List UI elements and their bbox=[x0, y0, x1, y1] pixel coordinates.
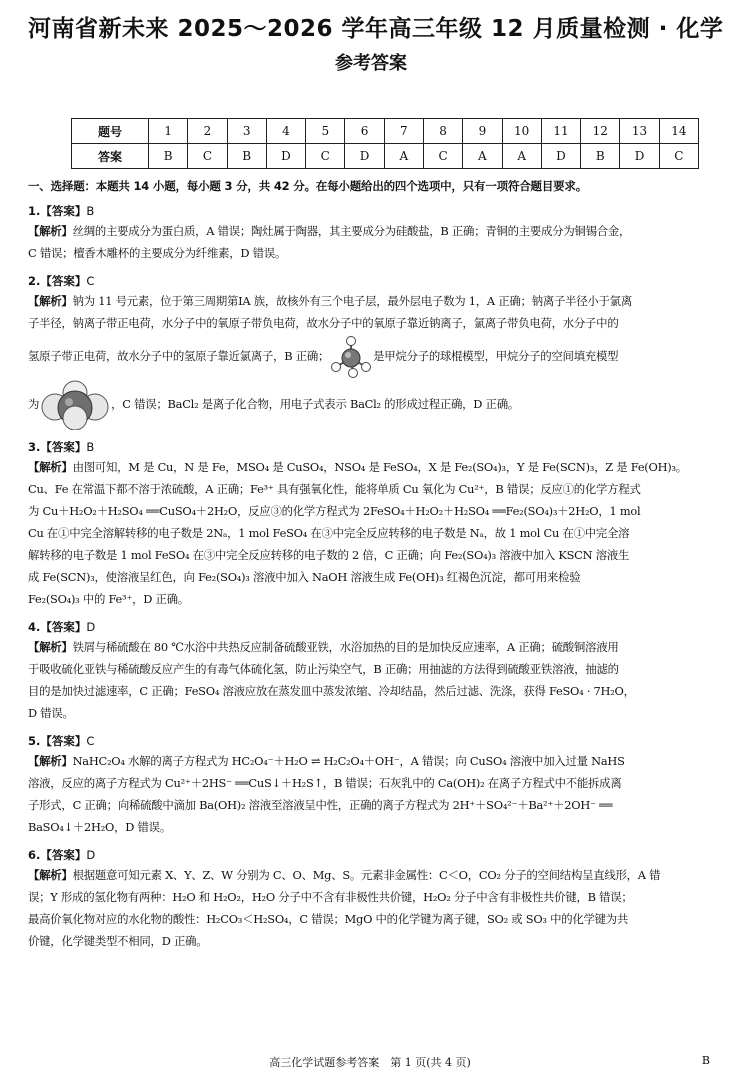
table-cell-number: 7 bbox=[384, 119, 423, 144]
question-answer: D bbox=[86, 620, 96, 634]
section-heading: 一、选择题：本题共 14 小题，每小题 3 分，共 42 分。在每小题给出的四个选项中，只有一项符合题目要求。 bbox=[28, 179, 588, 193]
page-title: 河南省新未来 2025～2026 学年高三年级 12 月质量检测 · 化学 bbox=[28, 16, 724, 42]
question-answer-header bbox=[28, 618, 714, 636]
analysis-tag: 【解析】 bbox=[28, 460, 73, 474]
question-answer: C bbox=[86, 274, 95, 288]
paper-version-code: B bbox=[701, 1054, 710, 1067]
analysis-tag: 【解析】 bbox=[28, 640, 73, 654]
analysis-tag: 【解析】 bbox=[28, 754, 73, 768]
answer-table bbox=[71, 118, 699, 169]
page-subtitle: 参考答案 bbox=[335, 53, 407, 74]
table-cell-answer: D bbox=[345, 144, 384, 169]
analysis-text: 钠为 11 号元素，位于第三周期第ⅠA 族，故核外有三个电子层，最外层电子数为 1，A 正确；钠离子半径小于氯离 bbox=[72, 294, 632, 308]
analysis-text: 是甲烷分子的球棍模型，甲烷分子的空间填充模型 bbox=[373, 349, 619, 363]
table-header-number: 题号 bbox=[72, 119, 149, 144]
analysis-tag: 【解析】 bbox=[28, 224, 73, 238]
table-header-answer: 答案 bbox=[72, 144, 149, 169]
analysis-tag: 【解析】 bbox=[28, 294, 73, 308]
analysis-text: BaSO₄↓＋2H₂O，D 错误。 bbox=[28, 820, 171, 834]
table-cell-number: 6 bbox=[345, 119, 384, 144]
analysis-text: 于吸收硫化亚铁与稀硫酸反应产生的有毒气体硫化氢，防止污染空气，B 正确；用抽滤的方法得到硫酸亚铁溶液，抽滤的 bbox=[28, 662, 619, 676]
analysis-text: 最高价氧化物对应的水化物的酸性：H₂CO₃＜H₂SO₄，C 错误；MgO 中的化学键为离子键，SO₂ 或 SO₃ 中的化学键为共 bbox=[28, 912, 629, 926]
table-cell-answer: A bbox=[502, 144, 541, 169]
question-answer-header bbox=[28, 438, 714, 456]
analysis-text: 子形式，C 正确；向稀硫酸中滴加 Ba(OH)₂ 溶液至溶液呈中性，正确的离子方程式为 2H⁺＋SO₄²⁻＋Ba²⁺＋2OH⁻ ══ bbox=[28, 798, 613, 812]
analysis-text: 目的是加快过滤速率，C 正确；FeSO₄ 溶液应放在蒸发皿中蒸发浓缩、冷却结晶，然后过滤、洗涤，获得 FeSO₄ · 7H₂O， bbox=[28, 684, 635, 698]
question-answer-header bbox=[28, 202, 714, 220]
answer-tag: 【答案】 bbox=[40, 440, 87, 454]
table-cell-number: 5 bbox=[306, 119, 345, 144]
question-number: 4. bbox=[28, 620, 41, 634]
table-cell-answer: B bbox=[227, 144, 266, 169]
analysis-text: Cu、Fe 在常温下都不溶于浓硫酸，A 正确；Fe³⁺ 具有强氧化性，能将单质 Cu 氧化为 Cu²⁺，B 错误；反应①的化学方程式 bbox=[28, 482, 641, 496]
question-answer: B bbox=[86, 440, 95, 454]
question-analysis bbox=[28, 290, 714, 430]
table-cell-answer: C bbox=[306, 144, 345, 169]
question-number: 6. bbox=[28, 848, 41, 862]
answer-tag: 【答案】 bbox=[40, 848, 87, 862]
table-cell-number: 4 bbox=[266, 119, 305, 144]
table-cell-number: 13 bbox=[620, 119, 659, 144]
analysis-tag: 【解析】 bbox=[28, 868, 73, 882]
table-cell-answer: C bbox=[659, 144, 698, 169]
table-cell-answer: C bbox=[188, 144, 227, 169]
ball-and-stick-model-image bbox=[329, 335, 373, 378]
analysis-text: 价键，化学键类型不相同，D 正确。 bbox=[28, 934, 208, 948]
table-cell-answer: D bbox=[620, 144, 659, 169]
analysis-text: 根据题意可知元素 X、Y、Z、W 分别为 C、O、Mg、S。元素非金属性：C＜O，CO₂ 分子的空间结构呈直线形，A 错 bbox=[72, 868, 661, 882]
question-answer: C bbox=[86, 734, 95, 748]
question-answer-header bbox=[28, 732, 714, 750]
footer-page-info: 高三化学试题参考答案 第 1 页(共 4 页) bbox=[269, 1056, 471, 1069]
answer-tag: 【答案】 bbox=[40, 734, 87, 748]
analysis-text: 子半径，钠离子带正电荷，水分子中的氧原子带负电荷，故水分子中的氧原子靠近钠离子，氯离子带负电荷，水分子中的 bbox=[28, 316, 619, 330]
table-cell-number: 10 bbox=[502, 119, 541, 144]
analysis-text: Cu 在①中完全溶解转移的电子数是 2Nₐ，1 mol FeSO₄ 在③中完全反应转移的电子数是 Nₐ，故 1 mol Cu 在①中完全溶 bbox=[28, 526, 630, 540]
question-analysis bbox=[28, 456, 714, 610]
question-answer: D bbox=[86, 848, 96, 862]
table-cell-number: 8 bbox=[423, 119, 462, 144]
question-answer: B bbox=[86, 204, 95, 218]
analysis-text: 溶液，反应的离子方程式为 Cu²⁺＋2HS⁻ ══CuS↓＋H₂S↑，B 错误；石灰乳中的 Ca(OH)₂ 在离子方程式中不能拆成离 bbox=[28, 776, 622, 790]
table-cell-number: 2 bbox=[188, 119, 227, 144]
answer-table-number-row bbox=[72, 119, 699, 144]
answer-tag: 【答案】 bbox=[40, 204, 87, 218]
table-cell-number: 12 bbox=[581, 119, 620, 144]
question-answer-header bbox=[28, 846, 714, 864]
analysis-text: 丝绸的主要成分为蛋白质，A 错误；陶灶属于陶器，其主要成分为硅酸盐，B 正确；青铜的主要成分为铜锡合金， bbox=[72, 224, 631, 238]
table-cell-answer: D bbox=[541, 144, 580, 169]
question-number: 1. bbox=[28, 204, 41, 218]
answer-tag: 【答案】 bbox=[40, 274, 87, 288]
analysis-text: 解转移的电子数是 1 mol FeSO₄ 在③中完全反应转移的电子数的 2 倍，C 正确；向 Fe₂(SO₄)₃ 溶液中加入 KSCN 溶液生 bbox=[28, 548, 630, 562]
analysis-text: 误；Y 形成的氢化物有两种：H₂O 和 H₂O₂，H₂O 分子中不含有非极性共价键，H₂O₂ 分子中含有非极性共价键，B 错误； bbox=[28, 890, 633, 904]
table-cell-number: 14 bbox=[659, 119, 698, 144]
analysis-text: C 错误；檀香木雕杯的主要成分为纤维素，D 错误。 bbox=[28, 246, 287, 260]
question-number: 3. bbox=[28, 440, 41, 454]
analysis-text: 成 Fe(SCN)₃，使溶液呈红色，向 Fe₂(SO₄)₃ 溶液中加入 NaOH 溶液生成 Fe(OH)₃ 红褐色沉淀，都可用来检验 bbox=[28, 570, 581, 584]
question-analysis bbox=[28, 750, 714, 838]
table-cell-number: 9 bbox=[463, 119, 502, 144]
analysis-text: 为 bbox=[28, 397, 40, 411]
question-number: 2. bbox=[28, 274, 41, 288]
question-number: 5. bbox=[28, 734, 41, 748]
table-cell-answer: A bbox=[384, 144, 423, 169]
question-analysis bbox=[28, 220, 714, 264]
table-cell-answer: B bbox=[581, 144, 620, 169]
table-cell-answer: A bbox=[463, 144, 502, 169]
table-cell-number: 11 bbox=[541, 119, 580, 144]
question-analysis bbox=[28, 864, 714, 952]
page-footer bbox=[0, 1054, 740, 1070]
answer-tag: 【答案】 bbox=[40, 620, 87, 634]
question-analysis bbox=[28, 636, 714, 724]
analysis-text: 为 Cu＋H₂O₂＋H₂SO₄ ══CuSO₄＋2H₂O，反应③的化学方程式为 2FeSO₄＋H₂O₂＋H₂SO₄ ══Fe₂(SO₄)₃＋2H₂O，1 mol bbox=[28, 504, 641, 518]
answer-table-answer-row bbox=[72, 144, 699, 169]
analysis-text: 铁屑与稀硫酸在 80 ℃水浴中共热反应制备硫酸亚铁，水浴加热的目的是加快反应速率，A 正确；硫酸铜溶液用 bbox=[72, 640, 619, 654]
analysis-text: Fe₂(SO₄)₃ 中的 Fe³⁺，D 正确。 bbox=[28, 592, 189, 606]
table-cell-answer: D bbox=[266, 144, 305, 169]
analysis-text: D 错误。 bbox=[28, 706, 74, 720]
analysis-text: ，C 错误；BaCl₂ 是离子化合物，用电子式表示 BaCl₂ 的形成过程正确，D 正确。 bbox=[111, 397, 519, 411]
analysis-text: 氢原子带正电荷，故水分子中的氢原子靠近氯离子，B 正确； bbox=[28, 349, 330, 363]
question-answer-header bbox=[28, 272, 714, 290]
table-cell-number: 1 bbox=[149, 119, 188, 144]
table-cell-answer: B bbox=[149, 144, 188, 169]
analysis-text: 由图可知，M 是 Cu，N 是 Fe，MSO₄ 是 CuSO₄，NSO₄ 是 FeSO₄，X 是 Fe₂(SO₄)₃，Y 是 Fe(SCN)₃，Z 是 Fe(OH)₃。 bbox=[72, 460, 687, 474]
analysis-text: NaHC₂O₄ 水解的离子方程式为 HC₂O₄⁻＋H₂O ⇌ H₂C₂O₄＋OH⁻，A 错误；向 CuSO₄ 溶液中加入过量 NaHS bbox=[72, 754, 625, 768]
table-cell-answer: C bbox=[423, 144, 462, 169]
table-cell-number: 3 bbox=[227, 119, 266, 144]
space-filling-model-image bbox=[39, 380, 111, 430]
